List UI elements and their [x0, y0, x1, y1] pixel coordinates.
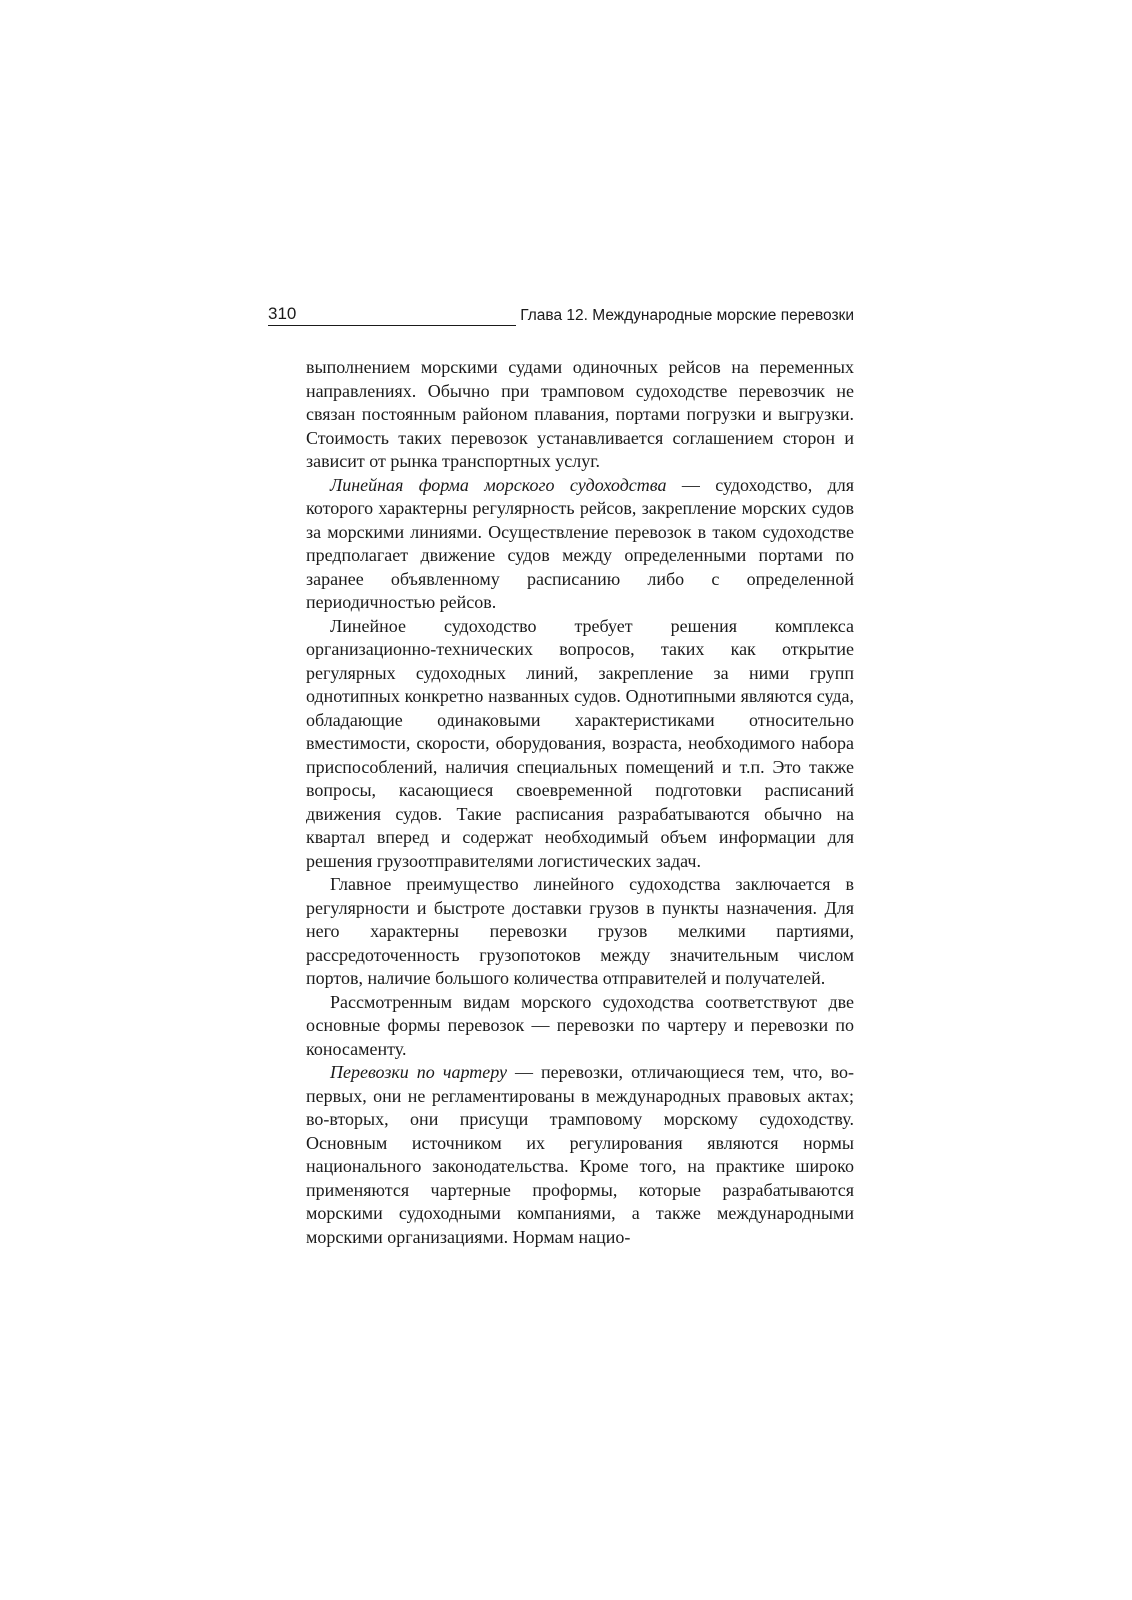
paragraph-1-text: выполнением морскими судами одиночных рейсов на переменных направлениях. Обычно при трамповом судоходстве перевозчик не связан постоянным районом плавания, портами погрузки и выгрузки. Стоимость таких перевозок устанавливается соглашением сторон и зависит от рынка транспортных услуг.	[306, 357, 854, 471]
paragraph-1	[306, 356, 854, 474]
paragraph-3	[306, 615, 854, 874]
page-number: 310	[268, 304, 297, 323]
paragraph-6-text: — перевозки, отличающиеся тем, что, во-первых, они не регламентированы в международных правовых актах; во-вторых, они присущи трамповому морскому судоходству. Основным источником их регулирования являются нормы национального законодательства. Кроме того, на практике широко применяются чартерные проформы, которые разрабатываются морскими судоходными компаниями, а также международными морскими организациями. Нормам нацио-	[306, 1062, 854, 1247]
paragraph-4	[306, 873, 854, 991]
chapter-title: Глава 12. Международные морские перевозки	[520, 307, 854, 324]
paragraph-2	[306, 474, 854, 615]
paragraph-5	[306, 991, 854, 1062]
paragraph-2-text: — судоходство, для которого характерны регулярность рейсов, закрепление морских судов за морскими линиями. Осуществление перевозок в таком судоходстве предполагает движение судов между определенными портами по заранее объявленному расписанию либо с определенной периодичностью рейсов.	[306, 474, 854, 612]
body-text	[306, 356, 854, 1249]
paragraph-4-text: Главное преимущество линейного судоходства заключается в регулярности и быстроте доставки грузов в пункты назначения. Для него характерны перевозки грузов мелкими партиями, рассредоточенность грузопотоков между значительным числом портов, наличие большого количества отправителей и получателей.	[306, 874, 854, 988]
paragraph-2-lead-term: Линейная форма морского судоходства	[330, 474, 667, 495]
paragraph-5-text: Рассмотренным видам морского судоходства соответствуют две основные формы перевозок — перевозки по чартеру и перевозки по коносаменту.	[306, 991, 854, 1059]
header-rule	[268, 325, 516, 326]
paragraph-3-text: Линейное судоходство требует решения комплекса организационно-технических вопросов, таких как открытие регулярных судоходных линий, закрепление за ними групп однотипных конкретно названных судов. Однотипными являются суда, обладающие одинаковыми характеристиками относительно вместимости, скорости, оборудования, возраста, необходимого набора приспособлений, наличия специальных помещений и т.п. Это также вопросы, касающиеся своевременной подготовки расписаний движения судов. Такие расписания разрабатываются обычно на квартал вперед и содержат необходимый объем информации для решения грузоотправителями логистических задач.	[306, 615, 854, 871]
paragraph-6	[306, 1061, 854, 1249]
paragraph-6-lead-term: Перевозки по чартеру	[330, 1062, 507, 1082]
running-header	[268, 304, 854, 330]
